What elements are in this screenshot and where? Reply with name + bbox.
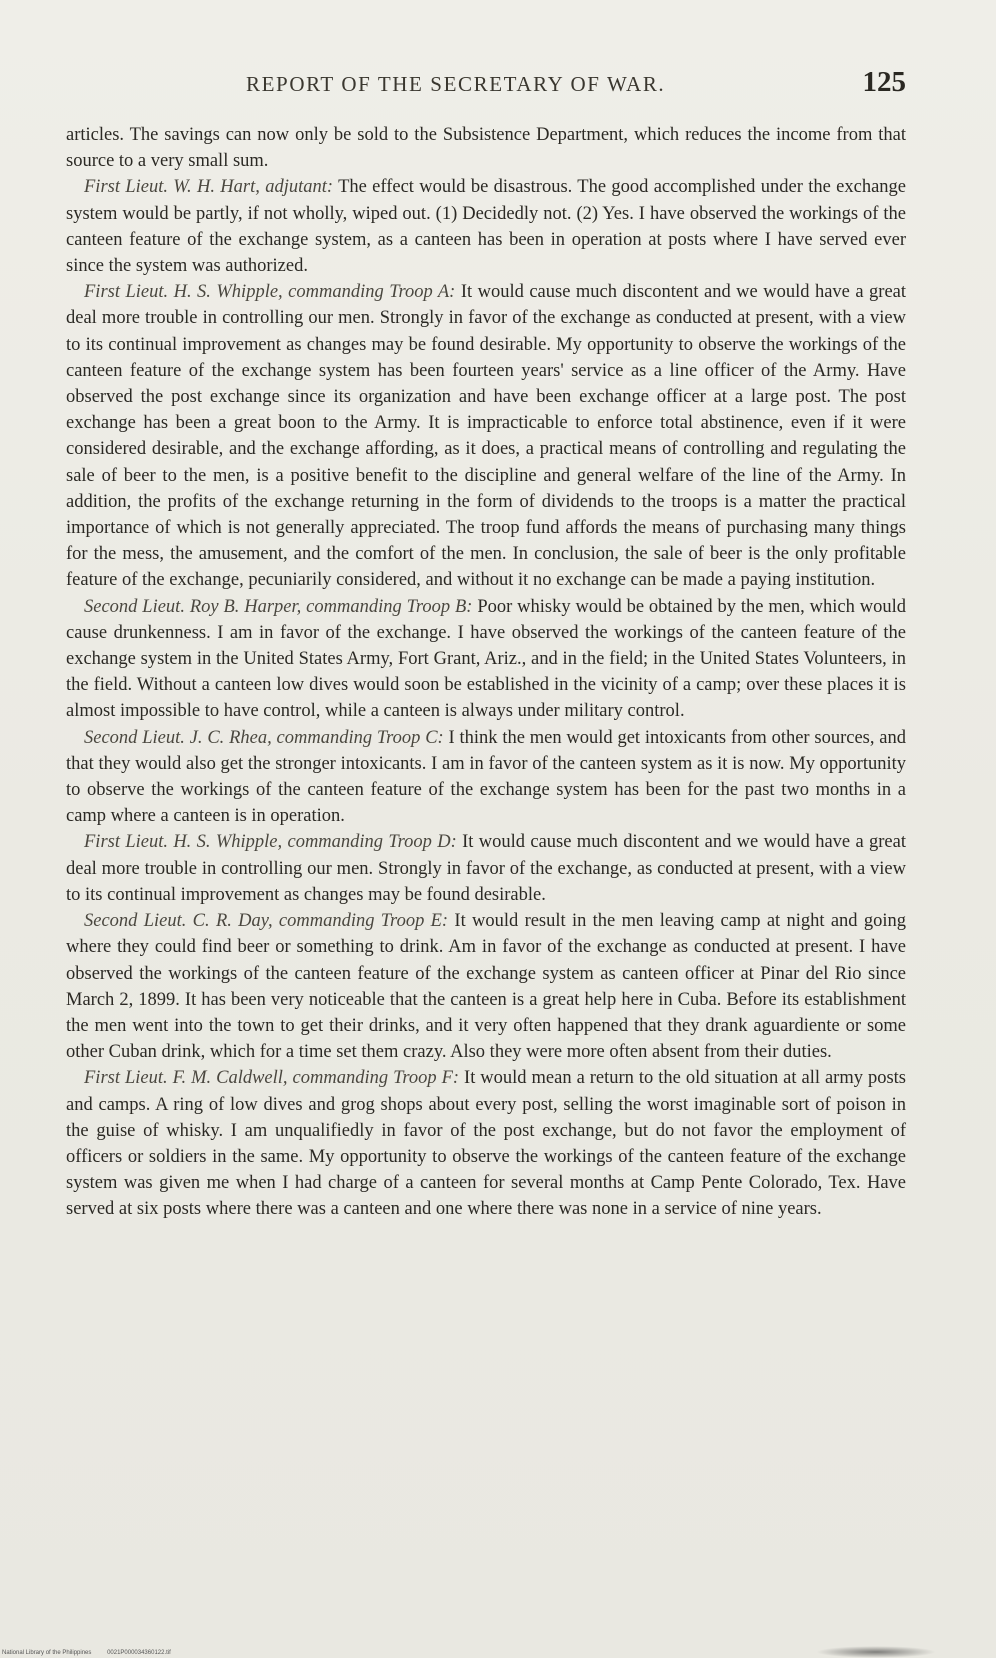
- paragraph-text: It would cause much discontent and we would have a great deal more trouble in controlling our men. Strongly in favor of the exchange, as conducted at present, with a view to its continual improvement as changes may be found desirable.: [66, 832, 906, 905]
- scan-library: National Library of the Philippines: [2, 1650, 92, 1656]
- speaker: First Lieut. F. M. Caldwell, commanding Troop F:: [84, 1068, 460, 1089]
- paragraph: [66, 594, 906, 725]
- speaker: Second Lieut. C. R. Day, commanding Troop E:: [84, 911, 449, 932]
- paragraph: [66, 122, 906, 174]
- paragraph: [66, 174, 906, 279]
- paragraph-text: The effect would be disastrous. The good accomplished under the exchange system would be partly, if not wholly, wiped out. (1) Decidedly not. (2) Yes. I have observed the workings of the canteen feature of the exchange system, as a canteen has been in operation at posts where I have served ever since the system was authorized.: [66, 177, 906, 277]
- speaker: First Lieut. W. H. Hart, adjutant:: [84, 177, 334, 198]
- running-title: REPORT OF THE SECRETARY OF WAR.: [246, 72, 666, 96]
- paragraph-text: It would mean a return to the old situation at all army posts and camps. A ring of low dives and grog shops about every post, selling the worst imaginable sort of poison in the guise of whisky. I am unqualifiedly in favor of the post exchange, but do not favor the employment of officers or soldiers in the same. My opportunity to observe the workings of the canteen feature of the exchange system was given me when I had charge of a canteen for several months at Camp Pente Colorado, Tex. Have served at six posts where there was a canteen and one where there was none in a service of nine years.: [66, 1068, 906, 1220]
- paragraph-text: It would result in the men leaving camp at night and going where they could find beer or something to drink. Am in favor of the exchange as conducted at present. I have observed the workings of the canteen feature of the exchange system as canteen officer at Pinar del Rio since March 2, 1899. It has been very noticeable that the canteen is a great help here in Cuba. Before its establishment the men went into the town to get their drinks, and it very often happened that they drank aguardiente or some other Cuban drink, which for a time set them crazy. Also they were more often absent from their duties.: [66, 911, 906, 1063]
- speaker: Second Lieut. Roy B. Harper, commanding Troop B:: [84, 596, 473, 617]
- paragraph-text: Poor whisky would be obtained by the men, which would cause drunkenness. I am in favor of the exchange. I have observed the workings of the canteen feature of the exchange system in the United States Army, Fort Grant, Ariz., and in the field; in the United States Volunteers, in the field. Without a canteen low dives would soon be established in the vicinity of a camp; over these places it is almost impossible to have control, while a canteen is always under military control.: [66, 596, 906, 722]
- scan-smudge: [816, 1646, 936, 1658]
- speaker: Second Lieut. J. C. Rhea, commanding Troop C:: [84, 727, 444, 748]
- paragraph: [66, 1065, 906, 1222]
- page-number: 125: [862, 66, 906, 98]
- paragraph-text: It would cause much discontent and we would have a great deal more trouble in controlling our men. Strongly in favor of the exchange as conducted at present, with a view to its continual improvement as changes may be found desirable. My opportunity to observe the workings of the canteen feature of the exchange system has been fourteen years' service as a line officer of the Army. Have observed the post exchange since its organization and have been exchange officer at a large post. The post exchange has been a great boon to the Army. It is impracticable to enforce total abstinence, even if it were considered desirable, and the exchange affording, as it does, a practical means of controlling and regulating the sale of beer to the men, is a positive benefit to the discipline and general welfare of the line of the Army. In addition, the profits of the exchange returning in the form of dividends to the troops is a matter the practical importance of which is not generally appreciated. The troop fund affords the means of purchasing many things for the mess, the amusement, and the comfort of the men. In conclusion, the sale of beer is the only profitable feature of the exchange, pecuniarily considered, and without it no exchange can be made a paying institution.: [66, 282, 907, 591]
- paragraph-text: I think the men would get intoxicants from other sources, and that they would also get the stronger intoxicants. I am in favor of the canteen system as it is now. My opportunity to observe the workings of the canteen feature of the exchange system has been for the past two months in a camp where a canteen is in operation.: [66, 727, 907, 827]
- paragraph: [66, 725, 906, 830]
- paragraph: [66, 279, 906, 593]
- scan-stamp: [2, 1650, 185, 1656]
- paragraph: [66, 829, 906, 908]
- running-header: [66, 66, 906, 100]
- speaker: First Lieut. H. S. Whipple, commanding Troop D:: [84, 832, 457, 853]
- body-text: [66, 122, 906, 1223]
- paragraph-text: articles. The savings can now only be sold to the Subsistence Department, which reduces the income from that source to a very small sum.: [66, 125, 906, 172]
- paragraph: [66, 908, 906, 1065]
- scan-code: 0021P000034360122.tif: [107, 1650, 171, 1656]
- speaker: First Lieut. H. S. Whipple, commanding Troop A:: [84, 282, 456, 303]
